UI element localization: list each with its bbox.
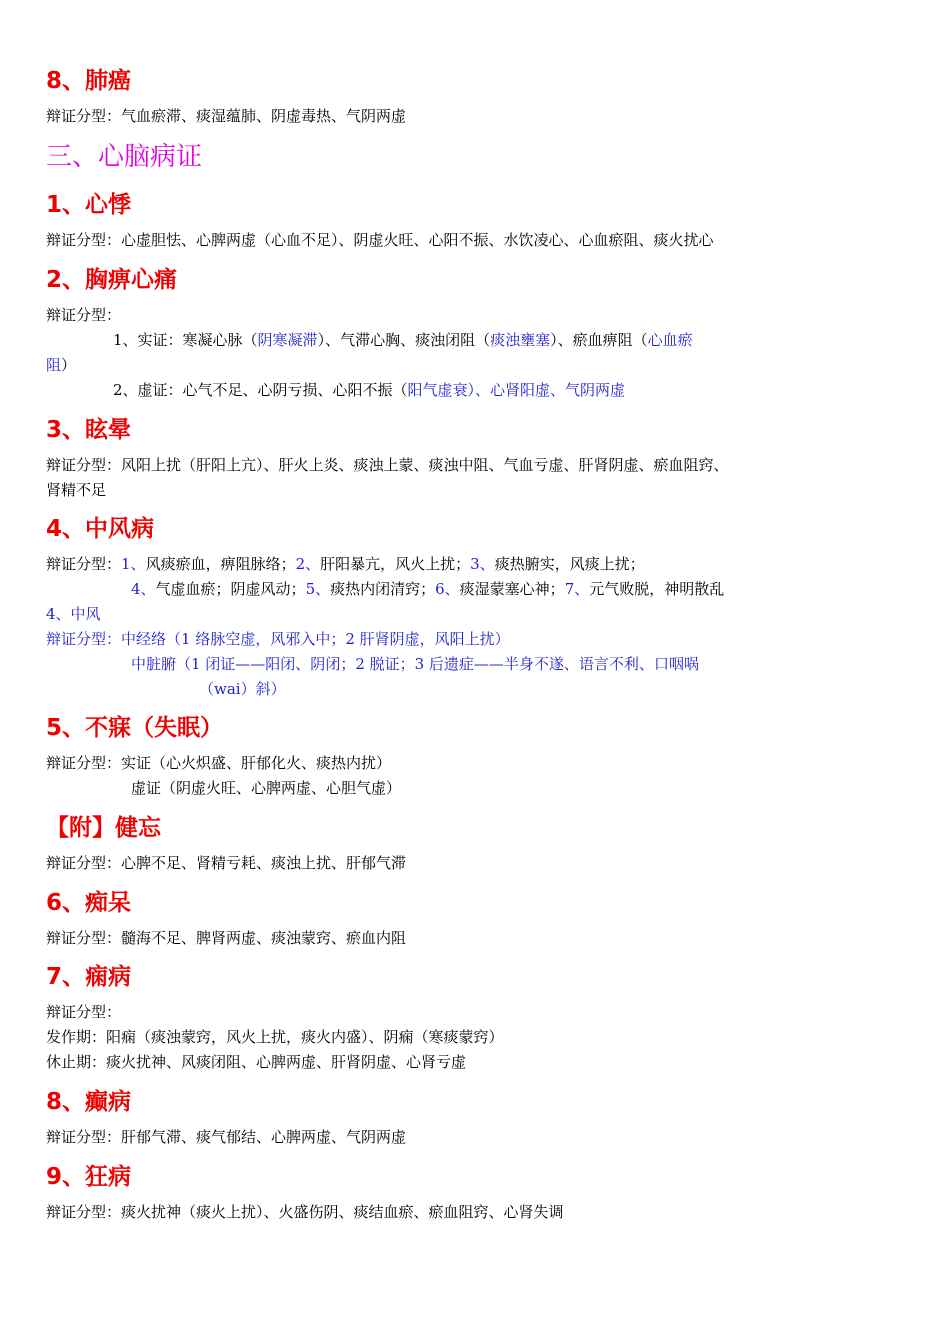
stroke-types-line1	[46, 553, 645, 574]
depressive-psychosis-types: 辩证分型：肝郁气滞、痰气郁结、心脾两虚、气阴两虚	[46, 1128, 407, 1146]
excess-blue-3-cont: 阻	[46, 356, 62, 374]
stroke-types-line2	[131, 578, 724, 599]
chest-pain-excess-wrap	[46, 354, 76, 375]
vertigo-types-line2: 肾精不足	[46, 481, 107, 499]
mania-heading: 9、狂病	[46, 1164, 132, 1190]
epilepsy-attack: 发作期：阳痫（痰浊蒙窍，风火上扰，痰火内盛）、阴痫（寒痰蒙窍）	[46, 1028, 504, 1046]
insomnia-label: 辩证分型：	[46, 754, 122, 772]
excess-mid-1: ）、气滞心胸、痰浊闭阻（	[317, 331, 491, 349]
stroke-item-text-2: 肝阳暴亢，风火上扰；	[320, 555, 471, 573]
insomnia-line1	[46, 752, 391, 773]
stroke-sub-line	[46, 628, 510, 649]
stroke-item-num-6: 6、	[435, 580, 460, 598]
epilepsy-heading: 7、痫病	[46, 964, 132, 990]
stroke-item-text-1: 风痰瘀血，痹阻脉络；	[145, 555, 296, 573]
section-three-title: 三、心脑病证	[46, 142, 203, 172]
excess-prefix: 1、实证：寒凝心脉（	[113, 331, 258, 349]
insomnia-deficiency: 虚证（阴虚火旺、心脾两虚、心胆气虚）	[131, 779, 402, 797]
lung-cancer-heading: 8、肺癌	[46, 68, 132, 94]
excess-blue-1: 阴寒凝滞	[257, 331, 318, 349]
chest-pain-excess-line	[113, 329, 693, 350]
forgetfulness-heading: 【附】健忘	[46, 815, 161, 841]
stroke-item-num-7: 7、	[564, 580, 590, 598]
dementia-heading: 6、痴呆	[46, 890, 132, 916]
epilepsy-rest: 休止期：痰火扰神、风痰闭阻、心脾两虚、肝肾阴虚、心肾亏虚	[46, 1053, 467, 1071]
stroke-sub-heading: 4、中风	[46, 605, 101, 623]
lung-cancer-types: 辩证分型：气血瘀滞、痰湿蕴肺、阴虚毒热、气阴两虚	[46, 107, 407, 125]
mania-types: 辩证分型：痰火扰神（痰火上扰）、火盛伤阴、痰结血瘀、瘀血阻窍、心肾失调	[46, 1203, 564, 1221]
excess-blue-3: 心血瘀	[647, 331, 693, 349]
excess-mid-2: ）、瘀血痹阻（	[550, 331, 648, 349]
insomnia-excess: 实证（心火炽盛、肝郁化火、痰热内扰）	[121, 754, 392, 772]
stroke-item-num-4: 4、	[131, 580, 156, 598]
chest-pain-deficiency-line	[113, 379, 625, 400]
stroke-jingluo: 中经络（1 络脉空虚，风邪入中；2 肝肾阴虚，风阳上扰）	[121, 630, 510, 648]
chest-pain-heading: 2、胸痹心痛	[46, 267, 178, 293]
stroke-zangfu-line2: （wai）斜）	[199, 680, 286, 698]
stroke-item-text-3: 痰热腑实，风痰上扰；	[494, 555, 645, 573]
depressive-psychosis-heading: 8、癫病	[46, 1089, 132, 1115]
stroke-heading: 4、中风病	[46, 516, 155, 542]
stroke-item-text-4: 气虚血瘀；阴虚风动；	[155, 580, 306, 598]
deficiency-prefix: 2、虚证：心气不足、心阴亏损、心阳不振（	[113, 381, 408, 399]
excess-end: ）	[61, 356, 77, 374]
stroke-label: 辩证分型：	[46, 555, 122, 573]
dementia-types: 辩证分型：髓海不足、脾肾两虚、痰浊蒙窍、瘀血内阻	[46, 929, 407, 947]
stroke-zangfu-line1: 中脏腑（1 闭证——阳闭、阴闭；2 脱证；3 后遗症——半身不遂、语言不利、口咽㖞	[131, 655, 699, 673]
stroke-item-text-5: 痰热内闭清窍；	[330, 580, 436, 598]
stroke-item-num-1: 1、	[121, 555, 146, 573]
vertigo-heading: 3、眩晕	[46, 417, 132, 443]
stroke-item-num-5: 5、	[305, 580, 331, 598]
stroke-item-num-2: 2、	[295, 555, 321, 573]
excess-blue-2: 痰浊壅塞	[490, 331, 551, 349]
epilepsy-label: 辩证分型：	[46, 1003, 122, 1021]
stroke-sub-label: 辩证分型：	[46, 630, 122, 648]
palpitation-heading: 1、心悸	[46, 192, 132, 218]
insomnia-heading: 5、不寐（失眠）	[46, 715, 224, 741]
stroke-item-text-6: 痰湿蒙塞心神；	[459, 580, 565, 598]
stroke-item-text-7: 元气败脱，神明散乱	[589, 580, 725, 598]
palpitation-types: 辩证分型：心虚胆怯、心脾两虚（心血不足）、阴虚火旺、心阳不振、水饮凌心、心血瘀阻、痰火扰心	[46, 231, 714, 249]
chest-pain-label: 辩证分型：	[46, 306, 122, 324]
stroke-item-num-3: 3、	[470, 555, 495, 573]
vertigo-types-line1: 辩证分型：风阳上扰（肝阳上亢）、肝火上炎、痰浊上蒙、痰浊中阻、气血亏虚、肝肾阴虚、瘀血阻窍、	[46, 456, 729, 474]
forgetfulness-types: 辩证分型：心脾不足、肾精亏耗、痰浊上扰、肝郁气滞	[46, 854, 407, 872]
deficiency-blue: 阳气虚衰）、心肾阳虚、气阴两虚	[407, 381, 626, 399]
